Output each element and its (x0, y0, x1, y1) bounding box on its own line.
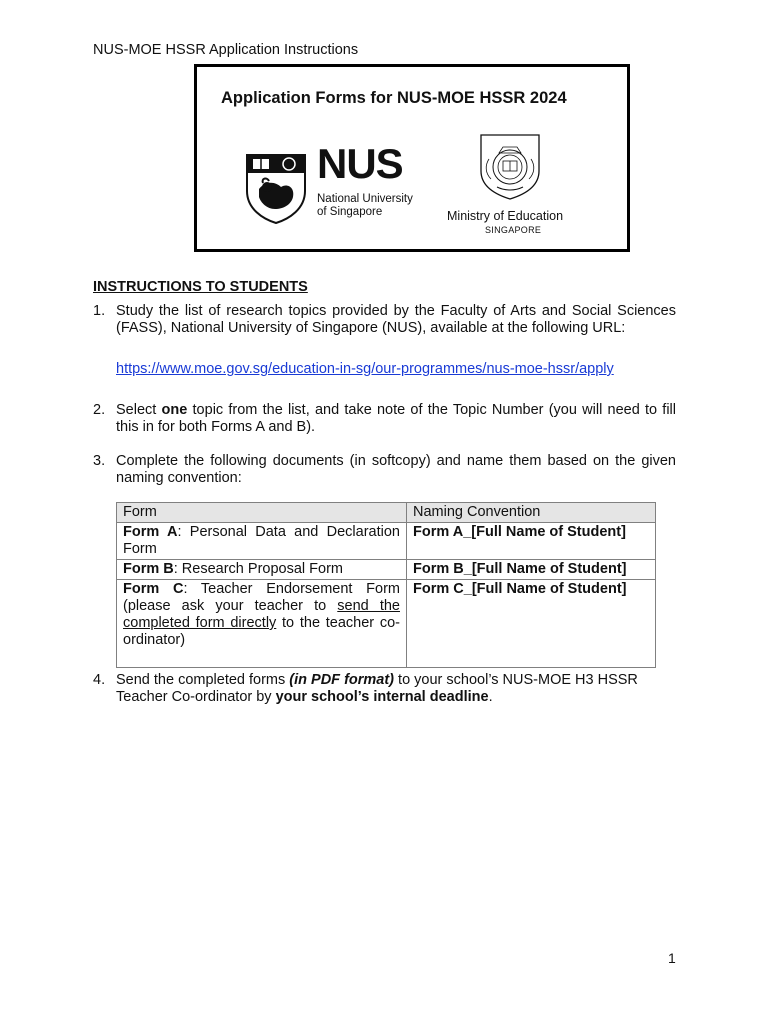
item-text: Send the completed forms (in PDF format) to your school’s NUS-MOE H3 HSSR Teacher Co-ordinator by your school’s internal deadline. (116, 672, 638, 705)
item-text: Complete the following documents (in softcopy) and name them based on the given naming convention: (116, 453, 676, 486)
emphasis-one: one (161, 402, 188, 418)
form-cell: Form B: Research Proposal Form (117, 560, 407, 580)
item-number: 4. (93, 672, 106, 688)
title-banner (194, 64, 630, 252)
item-number: 3. (93, 453, 106, 469)
item-text: Select one topic from the list, and take note of the Topic Number (you will need to fill this in for both Forms A and B). (116, 402, 676, 435)
item-number: 2. (93, 402, 106, 418)
table-row (117, 523, 656, 560)
instruction-item-2 (93, 402, 676, 436)
table-header-row (117, 503, 656, 523)
instruction-item-3 (93, 453, 676, 487)
naming-cell: Form A_[Full Name of Student] (407, 523, 656, 560)
moe-crest-icon (477, 131, 543, 201)
page-number: 1 (668, 950, 676, 966)
form-cell: Form A: Personal Data and Declaration Form (117, 523, 407, 560)
nus-name-line2: of Singapore (317, 206, 383, 218)
deadline-note: your school’s internal deadline (275, 689, 489, 705)
naming-cell: Form B_[Full Name of Student] (407, 560, 656, 580)
form-cell: Form C: Teacher Endorsement Form (please ask your teacher to send the completed form directly to the teacher co-ordinator) (117, 580, 407, 668)
moe-name: Ministry of Education (447, 209, 564, 223)
instruction-item-4 (93, 672, 676, 706)
table-row (117, 580, 656, 668)
item-text: Study the list of research topics provided by the Faculty of Arts and Social Sciences (FASS), National University of Singapore (NUS), available at the following URL: (116, 303, 676, 336)
research-topics-link[interactable]: https://www.moe.gov.sg/education-in-sg/our-programmes/nus-moe-hssr/apply (116, 361, 614, 377)
table-row (117, 560, 656, 580)
column-header-naming: Naming Convention (407, 503, 656, 523)
running-header: NUS-MOE HSSR Application Instructions (93, 42, 359, 58)
banner-title: Application Forms for NUS-MOE HSSR 2024 (221, 89, 567, 107)
instruction-item-1 (93, 303, 676, 337)
nus-wordmark: NUS (317, 140, 403, 187)
nus-name (317, 193, 413, 219)
nus-name-line1: National University (317, 193, 413, 205)
naming-convention-table (116, 502, 656, 668)
naming-cell: Form C_[Full Name of Student] (407, 580, 656, 668)
column-header-form: Form (117, 503, 407, 523)
pdf-format-note: (in PDF format) (289, 672, 395, 688)
instructions-heading: INSTRUCTIONS TO STUDENTS (93, 279, 308, 295)
moe-country: SINGAPORE (485, 225, 542, 235)
nus-crest-icon (245, 153, 307, 225)
item-number: 1. (93, 303, 106, 319)
